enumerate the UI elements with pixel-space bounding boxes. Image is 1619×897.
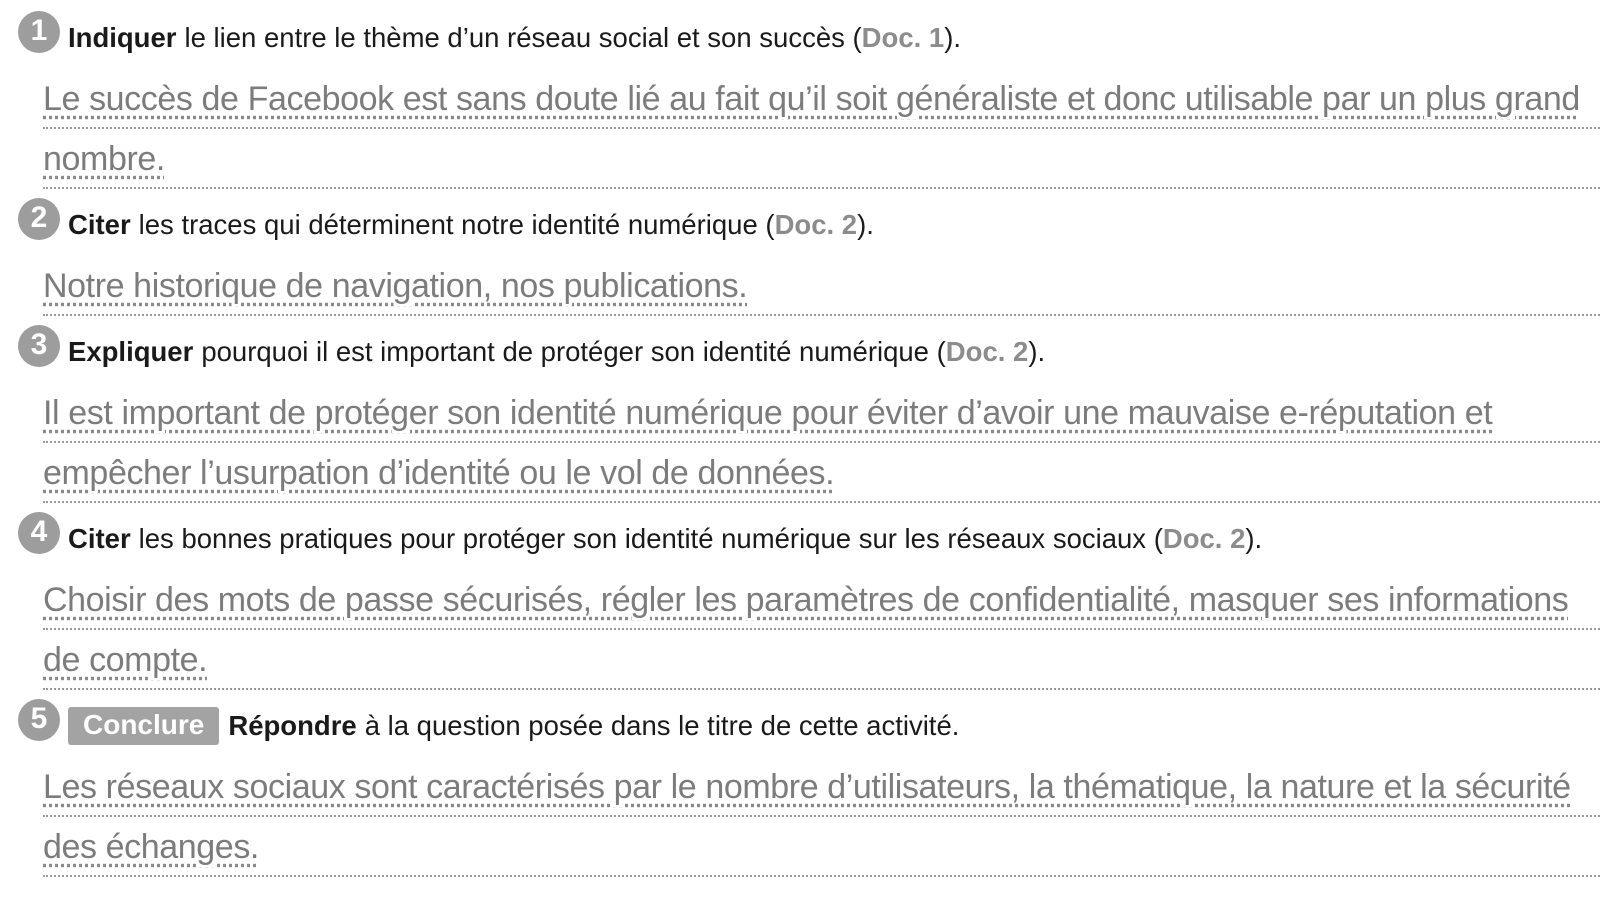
answer-line[interactable]	[43, 445, 1600, 503]
answer-text: Le succès de Facebook est sans doute lié au fait qu’il soit généraliste et donc utilisable par un plus grand	[43, 80, 1580, 118]
question-text: les bonnes pratiques pour protéger son identité numérique sur les réseaux sociaux (	[138, 523, 1163, 554]
answer-line[interactable]	[43, 632, 1600, 690]
question-text: le lien entre le thème d’un réseau social et son succès (	[184, 22, 862, 53]
answer-text: de compte.	[43, 641, 208, 679]
question-close: ).	[1245, 523, 1263, 554]
answer-line[interactable]	[43, 131, 1600, 189]
doc-reference: Doc. 1	[861, 22, 945, 53]
doc-reference: Doc. 2	[774, 209, 858, 240]
answer-text: Il est important de protéger son identité numérique pour éviter d’avoir une mauvaise e-réputation et	[43, 394, 1493, 432]
question-2	[18, 203, 1599, 247]
answer-line[interactable]	[43, 572, 1600, 630]
answer-line[interactable]	[43, 819, 1600, 877]
question-5	[18, 704, 1599, 748]
question-number-badge: 4	[18, 512, 60, 554]
question-1	[18, 16, 1599, 60]
answer-text: Les réseaux sociaux sont caractérisés par le nombre d’utilisateurs, la thématique, la nature et la sécurité	[43, 768, 1571, 806]
answer-text: Choisir des mots de passe sécurisés, régler les paramètres de confidentialité, masquer ses informations	[43, 581, 1569, 619]
answer-text: Notre historique de navigation, nos publications.	[43, 267, 748, 305]
question-text: les traces qui déterminent notre identité numérique (	[138, 209, 775, 240]
answer-text: empêcher l’usurpation d’identité ou le vol de données.	[43, 454, 835, 492]
question-3	[18, 330, 1599, 374]
answer-line[interactable]	[43, 258, 1600, 316]
answer-line[interactable]	[43, 71, 1600, 129]
answer-text: nombre.	[43, 140, 165, 178]
question-verb: Répondre	[228, 710, 357, 741]
question-number-badge: 3	[18, 325, 60, 367]
question-number-badge: 1	[18, 11, 60, 53]
question-4	[18, 517, 1599, 561]
question-verb: Indiquer	[68, 22, 177, 53]
answer-text: des échanges.	[43, 828, 259, 866]
question-close: ).	[857, 209, 874, 240]
question-number-badge: 5	[18, 699, 60, 741]
answer-line[interactable]	[43, 759, 1600, 817]
question-verb: Citer	[68, 523, 131, 554]
question-text: à la question posée dans le titre de cette activité.	[364, 710, 960, 741]
doc-reference: Doc. 2	[1162, 523, 1246, 554]
question-verb: Citer	[68, 209, 131, 240]
question-number-badge: 2	[18, 198, 60, 240]
question-close: ).	[944, 22, 962, 53]
question-close: ).	[1028, 336, 1046, 367]
doc-reference: Doc. 2	[945, 336, 1029, 367]
question-verb: Expliquer	[68, 336, 194, 367]
question-text: pourquoi il est important de protéger son identité numérique (	[201, 336, 946, 367]
answer-line[interactable]	[43, 385, 1600, 443]
conclure-tag: Conclure	[68, 707, 219, 745]
